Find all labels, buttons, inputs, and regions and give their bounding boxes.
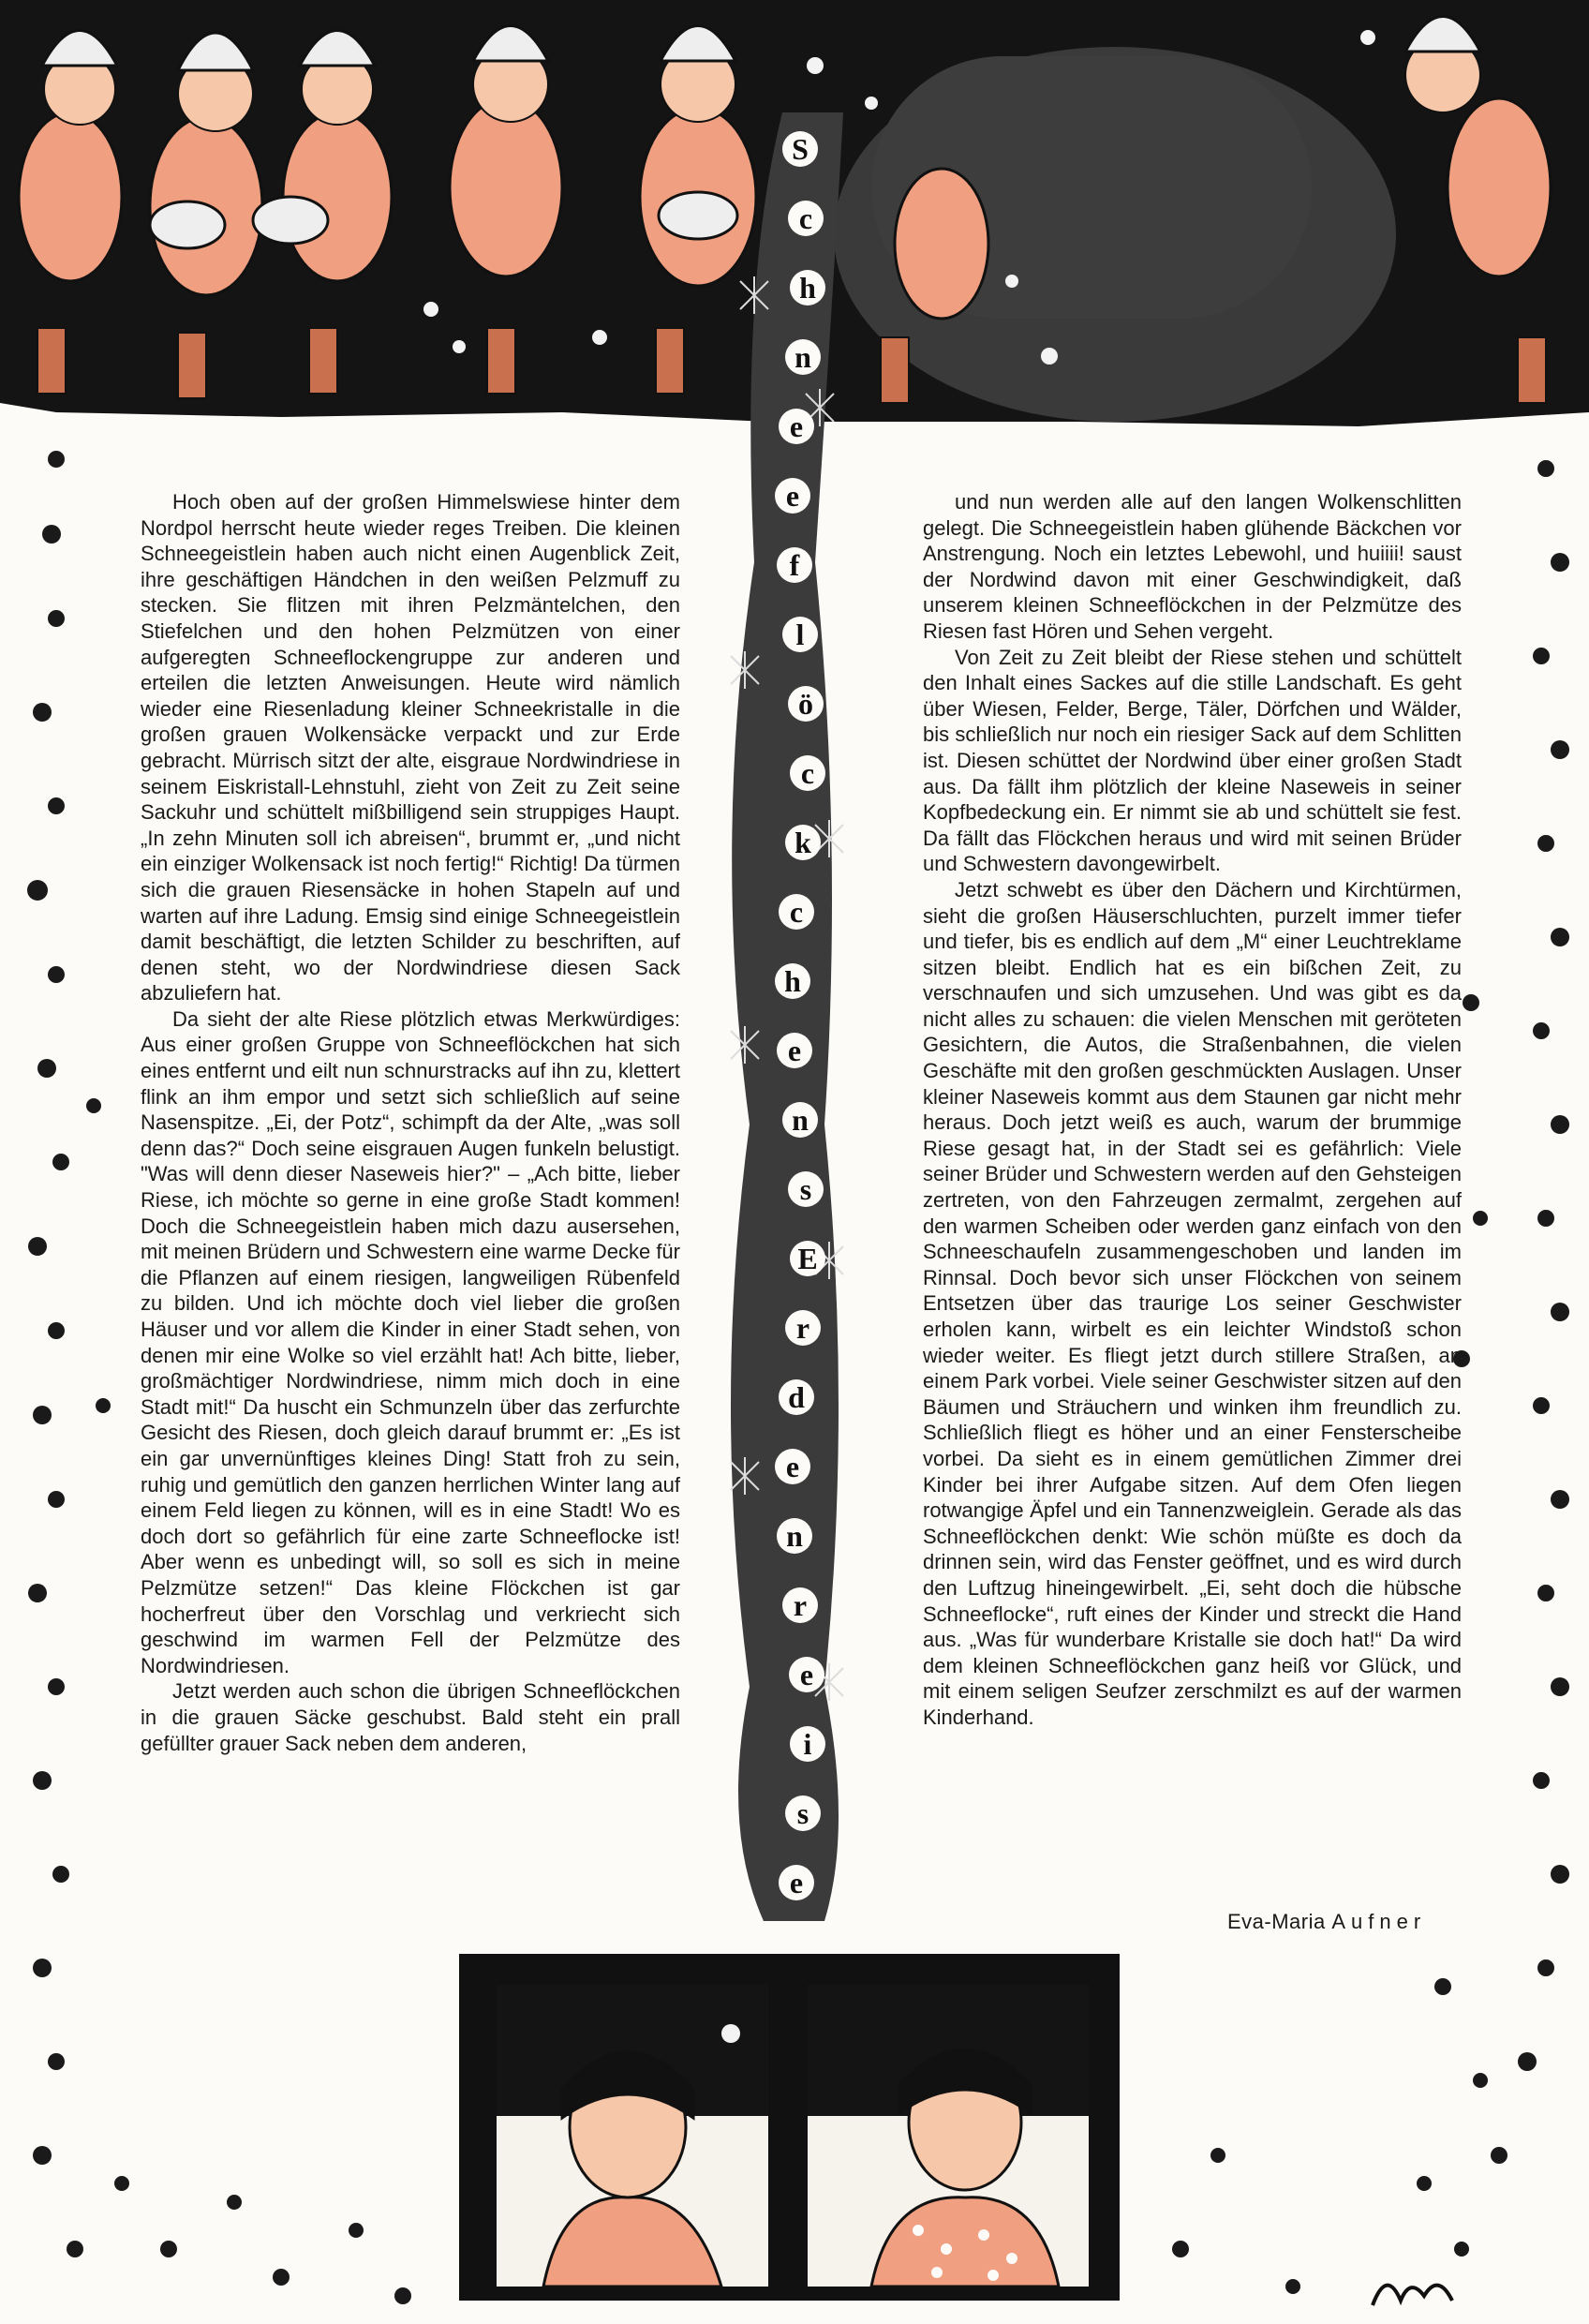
paragraph: Hoch oben auf der großen Himmelswiese hinter dem Nordpol herrscht heute wieder reges Treiben. Die kleinen Schneegeistlein haben auch nicht einen Augenblick Zeit, ihre geschäftigen Händchen in den weißen Pelzmuff zu stecken. Sie flitzen mit ihren Pelzmäntelchen, den Stiefelchen und den hohen Pelzmützen von einer aufgeregten Schneeflockengruppe zur anderen und erteilen die letzten Anweisungen. Heute wird nämlich wieder eine Riesenladung kleiner Schneekristalle in die großen grauen Wolkensäcke verpackt und zur Erde gebracht. Mürrisch sitzt der alte, eisgraue Nordwindriese in seinem Eiskristall-Lehnstuhl, zieht von Zeit zu Zeit seine Sackuhr und schüttelt mißbilligend sein struppiges Haupt. „In zehn Minuten soll ich abreisen“, brummt er, „und nicht ein einziger Wolkensack ist noch fertig!“ Richtig! Da türmen sich die grauen Riesensäcke in hohen Stapeln auf und warten auf ihre Ladung. Emsig sind einige Schneegeistlein damit beschäftigt, die letzten Schilder zu beschriften, auf denen steht, wo der Nordwindriese diesen Sack abzuliefern hat. <box>141 490 680 1006</box>
paragraph: Jetzt werden auch schon die übrigen Schneeflöckchen in die grauen Säcke geschubst. Bald steht ein prall gefüllter grauer Sack neben dem anderen, <box>141 1679 680 1755</box>
paragraph: Von Zeit zu Zeit bleibt der Riese stehen und schüttelt den Inhalt eines Sackes auf die stille Landschaft. Es geht über Wiesen, Felder, Berge, Täler, Dörfchen und Wälder, bis schließlich nur noch ein riesiger Sack auf dem Schlitten ist. Diesen schüttet der Nordwind über einer großen Stadt aus. Da fällt ihm plötzlich der kleine Naseweis in seiner Kopfbedeckung ein. Er nimmt sie ab und schüttelt sie fest. Da fällt das Flöckchen heraus und wird mit seinen Brüder und Schwestern davongewirbelt. <box>923 645 1462 876</box>
title-letter: h <box>790 270 825 305</box>
title-letter: ö <box>788 686 824 722</box>
title-letter: e <box>789 1657 824 1692</box>
title-letter: s <box>785 1795 821 1831</box>
title-letter: k <box>785 825 821 860</box>
title-letter: n <box>777 1518 812 1554</box>
title-letter: S <box>782 131 818 167</box>
story-column-left <box>141 489 680 1756</box>
paragraph: und nun werden alle auf den langen Wolkenschlitten gelegt. Die Schneegeistlein haben glühende Bäckchen vor Anstrengung. Noch ein letztes Lebewohl, und huiiii! saust der Nordwind davon mit einer Geschwindigkeit, daß unserem kleinen Schneeflöckchen in der Pelzmütze des Riesen fast Hören und Sehen vergeht. <box>923 490 1462 643</box>
author-first-name: Eva-Maria <box>1227 1910 1326 1933</box>
title-letter: e <box>775 1449 810 1484</box>
title-letter: c <box>790 755 825 791</box>
paragraph: Da sieht der alte Riese plötzlich etwas Merkwürdiges: Aus einer großen Gruppe von Schneeflöckchen hat sich eines entfernt und eilt nun schnurstracks auf ihn zu, klettert flink an ihm empor und setzt sich schließlich auf seine Nasenspitze. „Ei, der Potz“, schimpft da der Alte, „was soll denn das?“ Doch seine eisgrauen Augen funkeln belustigt. "Was will denn dieser Naseweis hier?" – „Ach bitte, lieber Riese, ich möchte so gerne in eine große Stadt kommen! Doch die Schneegeistlein haben mich dazu ausersehen, mit meinen Brüdern und Schwestern eine warme Decke für die Pflanzen auf einem riesigen, langweiligen Rübenfeld zu bilden. Und ich möchte doch viel lieber die großen Häuser und vor allem die Kinder in einer Stadt sehen, von denen mir eine Wolke so viel erzählt hat! Ach bitte, lieber, großmächtiger Nordwindriese, nimm mich doch in eine Stadt mit!“ Da huscht ein Schmunzeln über das zerfurchte Gesicht des Riesen, doch gleich darauf brummt er: „Es ist ein gar unvernünftiges kleines Ding! Statt froh zu sein, ruhig und gemütlich den ganzen herrlichen Winter lang auf einem Feld liegen zu können, will es in eine Stadt! Wo es doch dort so gefährlich für eine zarte Schneeflocke ist! Aber wenn es unbedingt will, so soll es sich in meine Pelzmütze setzen!“ Das kleine Flöckchen ist gar hocherfreut über den Vorschlag und verkriecht sich geschwind im warmen Fell der Pelzmütze des Nordwindriesen. <box>141 1006 680 1677</box>
paragraph: Jetzt schwebt es über den Dächern und Kirchtürmen, sieht die großen Häuserschluchten, purzelt immer tiefer und tiefer, bis es endlich auf dem „M“ einer Leuchtreklame sitzen bleibt. Endlich hat es ein bißchen Zeit, zu verschnaufen und sich umzusehen. Und was gibt es da nicht alles zu schauen: die vielen Menschen mit geröteten Gesichtern, die Autos, die Straßenbahnen, die vielen Geschäfte mit den großen geschmückten Auslagen. Unser kleiner Naseweis kommt aus dem Staunen gar nicht mehr heraus. Doch jetzt weiß es auch, warum der brummige Riese gesagt hat, in der Stadt sei es gefährlich: Viele seiner Brüder und Schwestern werden auf den Gehsteigen zertreten, von den Fahrzeugen zermalmt, zergehen auf den warmen Scheiben oder werden ganz einfach von den Schneeschaufeln zusammengeschoben und landen im Rinnsal. Doch bevor sich unser Flöckchen von seinem Entsetzen über das traurige Los seiner Geschwister erholen kann, wirbelt es ein leichter Windstoß schon wieder weiter. Es fliegt jetzt durch stillere Straßen, an einem Park vorbei. Viele seiner Geschwister sitzen auf den Bäumen und Sträuchern und winken ihm freundlich zu. Schließlich fliegt es höher und an einer Fensterscheibe vorbei. Da sieht es in einem gemütlichen Zimmer drei Kinder bei ihrer Aufgabe sitzen. Auf dem Ofen liegen rotwangige Äpfel und ein Tannenzweiglein. Gerade als das Schneeflöckchen denkt: Wie schön müßte es doch da drinnen sein, wird das Fenster geöffnet, und es wird durch den Luftzug hineingewirbelt. „Ei, seht doch die hübsche Schneeflocke“, ruft eines der Kinder und streckt die Hand aus. „Was für wunderbare Kristalle sie doch hat!“ Da wird dem kleinen Schneeflöckchen ganz heiß vor Glück, und mit einem seligen Seufzer zerschmilzt es auf der warmen Kinderhand. <box>923 877 1462 1729</box>
title-letter: i <box>790 1726 825 1762</box>
title-letter: h <box>775 963 810 999</box>
title-letter: c <box>788 201 824 236</box>
story-column-right <box>923 489 1462 1731</box>
artist-signature <box>1373 2286 1452 2305</box>
author-credit <box>1227 1910 1426 1934</box>
title-letter: e <box>775 478 810 514</box>
title-letter: e <box>779 1865 814 1900</box>
title-letter: l <box>782 617 818 652</box>
title-letter: e <box>777 1033 812 1068</box>
title-letter: f <box>777 547 812 583</box>
title-letter: c <box>779 894 814 930</box>
author-last-name: Aufner <box>1331 1910 1427 1933</box>
title-letter: d <box>779 1379 814 1415</box>
title-letter: n <box>785 339 821 375</box>
title-letter: e <box>779 409 814 444</box>
title-letter: n <box>782 1102 818 1138</box>
title-letter: r <box>785 1310 821 1346</box>
title-letter: E <box>790 1241 825 1276</box>
title-letter: s <box>788 1171 824 1207</box>
title-letter: r <box>782 1587 818 1623</box>
window-illustration <box>459 1954 1120 2301</box>
